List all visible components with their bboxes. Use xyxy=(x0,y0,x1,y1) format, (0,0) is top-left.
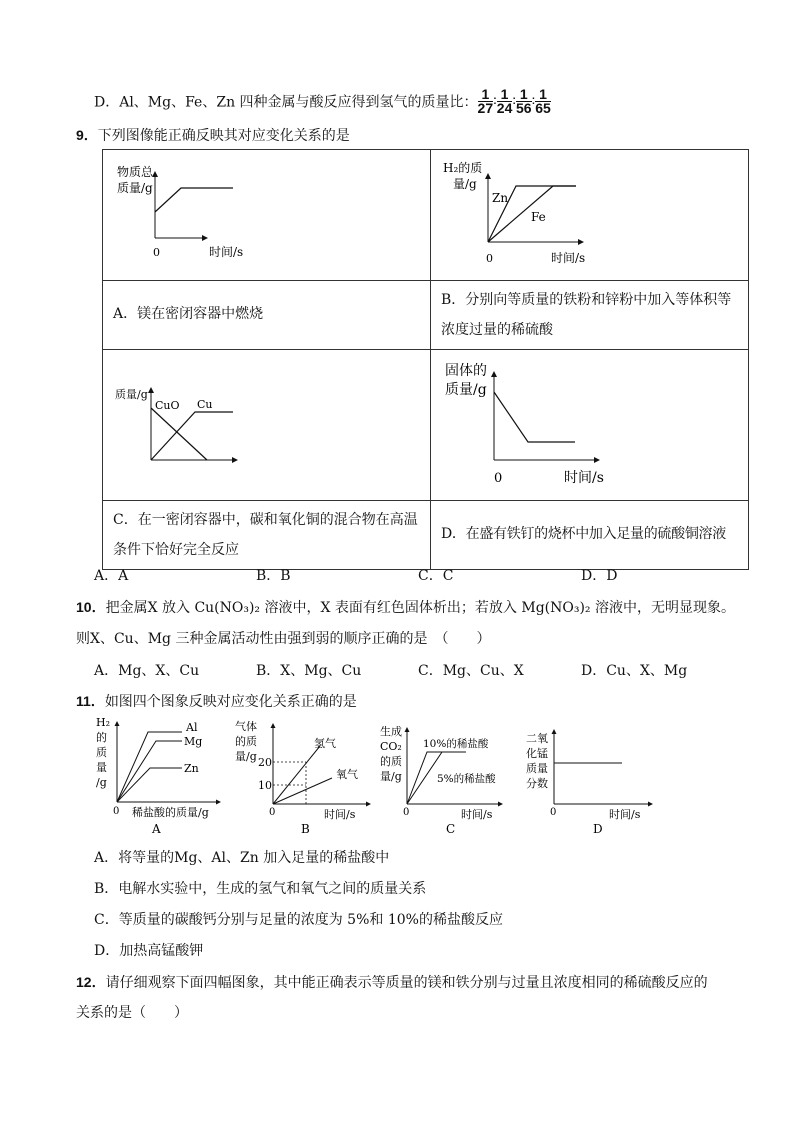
fraction-4: $\frac{1}{65}$ xyxy=(535,86,551,116)
q12-number: 12． xyxy=(76,974,106,990)
q11a-ylabel-3: 质 xyxy=(96,746,107,759)
q11c-origin: 0 xyxy=(403,807,410,818)
q11b-ylabel-2: 的质 xyxy=(235,735,257,748)
q10-option-a: A．Mg、X、Cu xyxy=(94,663,200,679)
q10-text-1: 把金属X 放入 Cu(NO₃)₂ 溶液中，X 表面有红色固体析出；若放入 Mg(NO₃)₂ 溶液中，无明显现象。 xyxy=(105,600,735,616)
q11c-xlabel: 时间/s xyxy=(461,808,493,821)
q9a-ylabel-2: 质量/g xyxy=(117,181,153,195)
q9-option-b: B．B xyxy=(256,568,291,584)
q9-graph-d xyxy=(431,350,748,496)
q9-graph-b xyxy=(431,150,748,276)
q11b-letter: B xyxy=(301,822,310,836)
q9b-origin: 0 xyxy=(486,252,493,265)
q9-caption-c: C．在一密闭容器中，碳和氧化铜的混合物在高温条件下恰好完全反应 xyxy=(113,512,418,558)
q9-graph-b-cell xyxy=(431,150,749,281)
q10-line-2: 则X、Cu、Mg 三种金属活动性由强到弱的顺序正确的是 （ ） xyxy=(76,631,491,647)
q11c-ylabel-4: 量/g xyxy=(380,770,402,783)
q9-graph-a xyxy=(103,150,430,276)
q11-stem-text: 如图四个图象反映对应变化关系正确的是 xyxy=(104,694,357,710)
q9-graph-d-cell xyxy=(431,350,749,501)
q11b-tick-20: 20 xyxy=(258,756,272,769)
ratio-separator: ∶ xyxy=(531,93,536,110)
q11d-xlabel: 时间/s xyxy=(609,808,641,821)
q11d-ylabel-2: 化锰 xyxy=(526,747,548,760)
ratio-separator: ∶ xyxy=(493,93,497,110)
q11-option-c: C．等质量的碳酸钙分别与足量的浓度为 5%和 10%的稀盐酸反应 xyxy=(94,912,503,928)
q9-number: 9． xyxy=(76,127,98,143)
q11c-label-5pct: 5%的稀盐酸 xyxy=(437,773,496,785)
q11d-ylabel-3: 质量 xyxy=(526,762,548,775)
q11b-xlabel: 时间/s xyxy=(324,808,356,821)
q11-number: 11． xyxy=(76,693,105,709)
q11-option-b: B．电解水实验中，生成的氢气和氧气之间的质量关系 xyxy=(94,881,427,897)
q10-option-b: B．X、Mg、Cu xyxy=(256,663,362,679)
q9c-label-cuo: CuO xyxy=(155,399,180,412)
q9b-label-fe: Fe xyxy=(531,210,546,224)
q11-option-d: D．加热高锰酸钾 xyxy=(94,943,204,959)
q10-line-1 xyxy=(76,597,735,617)
q11a-label-al: Al xyxy=(186,721,198,734)
q11b-tick-10: 10 xyxy=(258,779,272,792)
q9-options-table xyxy=(102,149,749,570)
q12-line-1 xyxy=(76,972,708,992)
fraction-1: $\frac{1}{27}$ xyxy=(477,86,494,116)
q9-caption-a: A．镁在密闭容器中燃烧 xyxy=(113,306,264,322)
q11b-ylabel-1: 气体 xyxy=(235,720,257,733)
q10-option-d: D．Cu、X、Mg xyxy=(581,663,688,679)
q10-number: 10． xyxy=(76,599,106,615)
q9a-curve xyxy=(155,188,233,212)
q8-option-d xyxy=(94,88,551,115)
q11a-ylabel-2: 的 xyxy=(96,731,107,744)
q12-line-2: 关系的是（ ） xyxy=(76,1005,188,1021)
fraction-2: $\frac{1}{24}$ xyxy=(496,86,513,116)
q11a-line-zn xyxy=(117,768,182,802)
q11c-ylabel-2: CO₂ xyxy=(380,740,402,753)
q11d-letter: D xyxy=(593,822,603,836)
q8-option-d-text: D．Al、Mg、Fe、Zn 四种金属与酸反应得到氢气的质量比： xyxy=(94,94,478,111)
q9d-curve xyxy=(494,392,575,442)
q11-graphs xyxy=(80,712,720,842)
q9d-origin: 0 xyxy=(494,471,503,486)
q11a-xlabel: 稀盐酸的质量/g xyxy=(132,806,209,819)
q9-option-a: A．A xyxy=(94,568,129,584)
q11-graph-d xyxy=(526,730,652,836)
q12-text-1: 请仔细观察下面四幅图象，其中能正确表示等质量的镁和铁分别与过量且浓度相同的稀硫酸反应的 xyxy=(105,975,708,991)
q9-option-d: D．D xyxy=(581,568,618,584)
q9-option-c: C．C xyxy=(418,568,454,584)
q9-caption-c-cell xyxy=(103,501,431,570)
q11c-ylabel-3: 的质 xyxy=(380,755,402,768)
q9a-xlabel: 时间/s xyxy=(209,245,244,259)
q9c-ylabel: 质量/g xyxy=(115,388,148,401)
q11a-ylabel-4: 量 xyxy=(96,761,107,774)
q11a-origin: 0 xyxy=(113,806,120,817)
q9a-origin: 0 xyxy=(153,246,160,259)
q9-graph-c-cell xyxy=(103,350,431,501)
q11c-letter: C xyxy=(446,822,456,836)
q9-stem-text: 下列图像能正确反映其对应变化关系的是 xyxy=(97,128,350,144)
q9b-label-zn: Zn xyxy=(492,191,509,205)
q11a-label-mg: Mg xyxy=(184,735,203,748)
q9c-label-cu: Cu xyxy=(197,398,213,411)
q9-caption-a-cell xyxy=(103,281,431,350)
q11-stem xyxy=(76,691,357,711)
q9-caption-b-cell xyxy=(431,281,749,350)
q11d-ylabel-1: 二氧 xyxy=(526,732,548,745)
q9-stem xyxy=(76,125,350,145)
q11a-line-mg xyxy=(117,741,182,802)
q11a-ylabel-5: /g xyxy=(96,776,107,789)
q9-caption-b: B．分别向等质量的铁粉和锌粉中加入等体积等浓度过量的稀硫酸 xyxy=(441,292,732,338)
q11-graph-b xyxy=(235,719,370,836)
q11a-label-zn: Zn xyxy=(184,762,199,775)
q9c-line-cuo xyxy=(151,408,207,460)
q11d-origin: 0 xyxy=(550,807,557,818)
q11a-ylabel-1: H₂ xyxy=(96,716,111,729)
q9d-ylabel-1: 固体的 xyxy=(445,363,487,379)
q9b-xlabel: 时间/s xyxy=(551,251,586,265)
q9d-ylabel-2: 质量/g xyxy=(445,382,487,398)
q9-graph-a-cell xyxy=(103,150,431,281)
q11d-ylabel-4: 分数 xyxy=(526,777,548,790)
q11b-line-h2 xyxy=(273,746,320,804)
ratio-separator: ∶ xyxy=(512,93,517,110)
q11a-letter: A xyxy=(152,822,161,836)
q11b-label-o2: 氧气 xyxy=(336,768,358,781)
q11b-line-o2 xyxy=(273,778,332,804)
q9-caption-d: D．在盛有铁钉的烧杯中加入足量的硫酸铜溶液 xyxy=(441,526,726,542)
q9a-ylabel-1: 物质总 xyxy=(117,165,154,179)
q10-option-c: C．Mg、Cu、X xyxy=(418,663,524,679)
q9b-ylabel-1: H₂的质 xyxy=(443,161,483,175)
fraction-3: $\frac{1}{56}$ xyxy=(516,86,532,116)
q11-graph-c xyxy=(380,724,502,836)
q11c-ylabel-1: 生成 xyxy=(380,725,402,738)
q11b-origin: 0 xyxy=(269,807,276,818)
q11b-ylabel-3: 量/g xyxy=(235,750,257,763)
q11c-label-10pct: 10%的稀盐酸 xyxy=(423,738,489,750)
q11-graph-a xyxy=(96,716,220,836)
q9d-xlabel: 时间/s xyxy=(564,470,604,486)
q11-option-a: A．将等量的Mg、Al、Zn 加入足量的稀盐酸中 xyxy=(94,850,390,866)
q9-caption-d-cell xyxy=(431,501,749,570)
q11b-label-h2: 氢气 xyxy=(314,737,336,750)
q9b-ylabel-2: 量/g xyxy=(453,177,477,191)
q9-graph-c xyxy=(103,350,430,496)
